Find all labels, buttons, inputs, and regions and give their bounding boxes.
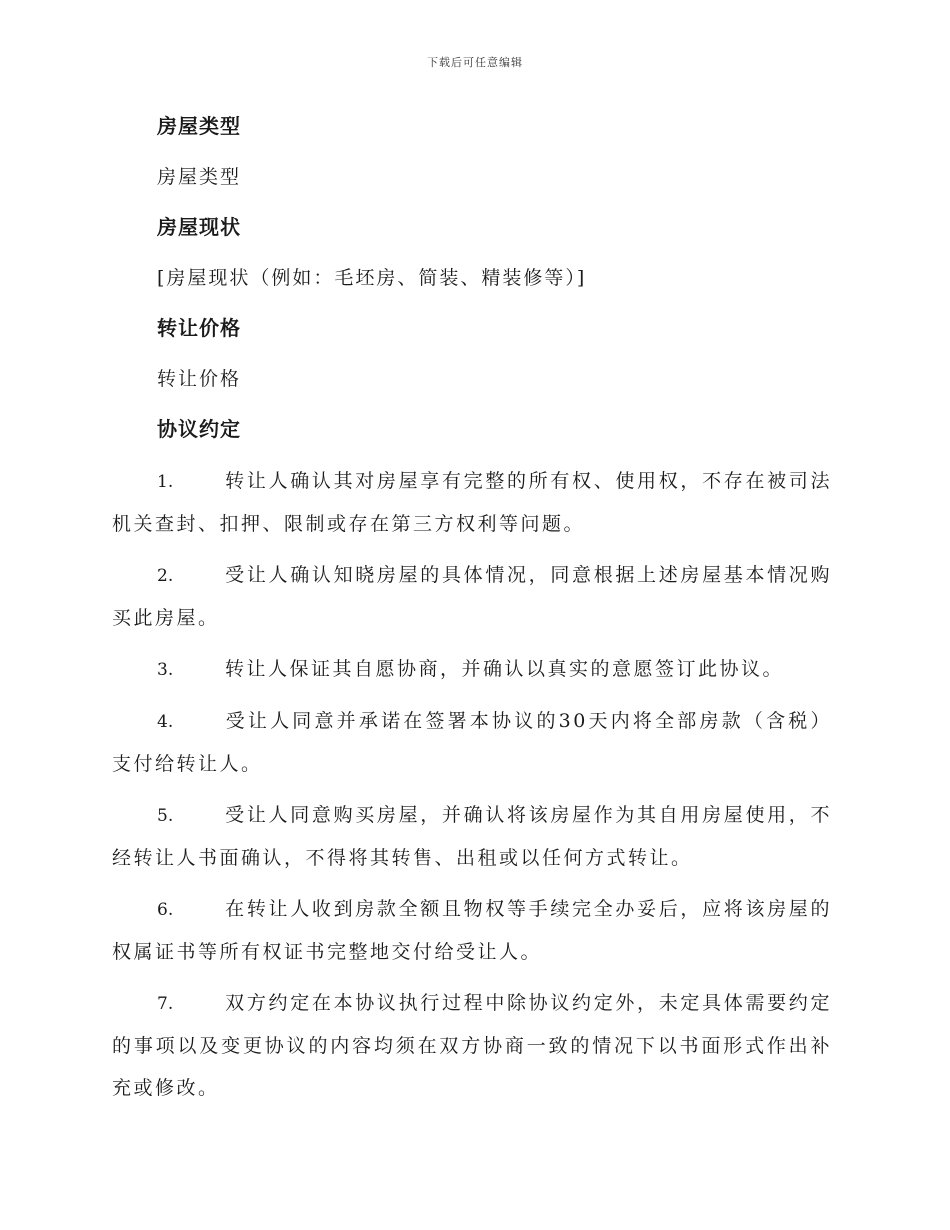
agreement-item [112,888,832,973]
item-number: 4. [157,712,174,732]
item-number: 5. [157,806,174,826]
agreement-item [112,700,832,785]
section-heading-house-type: 房屋类型 [157,114,241,138]
agreement-item [112,982,832,1109]
item-number: 7. [157,994,174,1014]
item-text: 受让人确认知晓房屋的具体情况，同意根据上述房屋基本情况购买此房屋。 [112,564,832,629]
section-heading-house-status: 房屋现状 [157,215,241,239]
agreement-item [112,648,832,691]
item-number: 3. [157,660,174,680]
section-body-house-type: 房屋类型 [157,166,242,188]
section-body-transfer-price: 转让价格 [157,368,242,390]
item-text: 受让人同意购买房屋，并确认将该房屋作为其自用房屋使用，不经转让人书面确认，不得将其转售、出租或以任何方式转让。 [112,804,832,869]
item-number: 6. [157,900,174,920]
item-text: 双方约定在本协议执行过程中除协议约定外，未定具体需要约定的事项以及变更协议的内容均须在双方协商一致的情况下以书面形式作出补充或修改。 [112,992,832,1099]
agreement-item [112,554,832,639]
section-heading-agreement: 协议约定 [157,417,241,441]
document-content [112,108,832,1118]
item-text: 转让人保证其自愿协商，并确认以真实的意愿签订此协议。 [225,658,785,680]
header-note: 下载后可任意编辑 [427,56,523,69]
section-body-house-status: [房屋现状（例如：毛坯房、简装、精装修等）] [157,267,587,289]
item-text: 受让人同意并承诺在签署本协议的30天内将全部房款（含税）支付给转让人。 [112,710,832,775]
item-number: 2. [157,566,174,586]
item-text: 在转让人收到房款全额且物权等手续完全办妥后，应将该房屋的权属证书等所有权证书完整地交付给受让人。 [112,898,832,963]
agreement-item [112,794,832,879]
item-text: 转让人确认其对房屋享有完整的所有权、使用权，不存在被司法机关查封、扣押、限制或存在第三方权利等问题。 [112,470,832,535]
section-heading-transfer-price: 转让价格 [157,316,241,340]
agreement-list [112,460,832,1109]
item-number: 1. [157,472,174,492]
agreement-item [112,460,832,545]
